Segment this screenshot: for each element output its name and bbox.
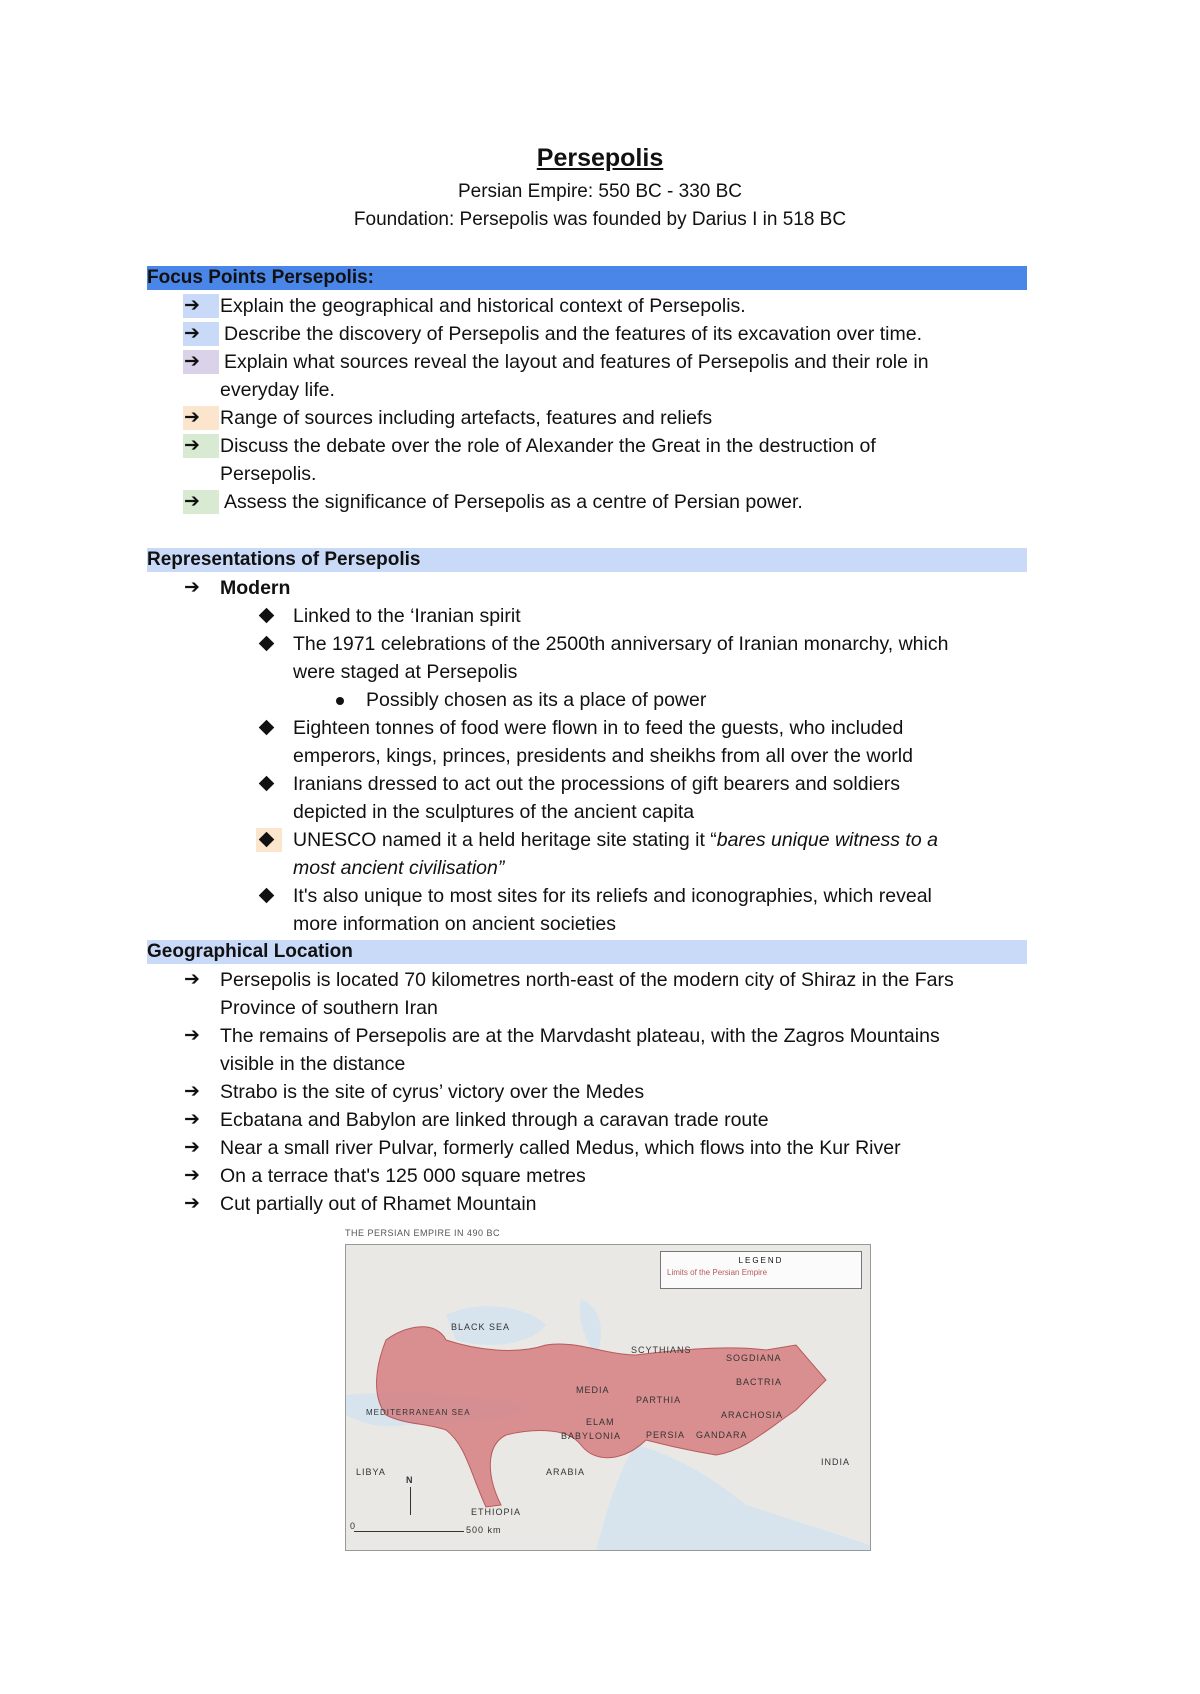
arrow-bullet-icon: ➔ [184,491,200,512]
arrow-bullet-icon: ➔ [184,1081,200,1102]
arrow-bullet-icon: ➔ [184,323,200,344]
representation-item-continued: emperors, kings, princes, presidents and sheikhs from all over the world [293,745,913,767]
focus-item: Describe the discovery of Persepolis and the features of its excavation over time. [224,323,923,345]
circle-bullet-icon [336,697,344,705]
arrow-bullet-icon: ➔ [184,351,200,372]
map-label: SOGDIANA [726,1353,782,1363]
focus-heading [147,266,1027,290]
page-title: Persepolis [536,144,664,172]
diamond-bullet-icon [259,608,275,624]
map-label: MEDIA [576,1385,610,1395]
representation-subitem: Possibly chosen as its a place of power [366,689,707,711]
representation-item-continued: were staged at Persepolis [293,661,518,683]
map-label: ELAM [586,1417,615,1427]
diamond-bullet-icon [259,888,275,904]
map-label: PARTHIA [636,1395,682,1405]
focus-item: Assess the significance of Persepolis as a centre of Persian power. [224,491,803,513]
persian-empire-map [345,1244,871,1551]
map-label: SCYTHIANS [631,1345,692,1355]
geography-item: The remains of Persepolis are at the Marvdasht plateau, with the Zagros Mountains [220,1025,940,1047]
map-label: GANDARA [696,1430,748,1440]
legend-item: Limits of the Persian Empire [667,1268,768,1277]
geography-item: On a terrace that's 125 000 square metres [220,1165,586,1187]
diamond-bullet-icon [259,720,275,736]
map-label: ETHIOPIA [471,1507,522,1517]
map-label: BLACK SEA [451,1322,511,1332]
arrow-bullet-icon: ➔ [184,435,200,456]
map-label: PERSIA [646,1430,686,1440]
modern-subheading: Modern [220,577,291,599]
arrow-bullet-icon: ➔ [184,1025,200,1046]
arrow-bullet-icon: ➔ [184,1137,200,1158]
geography-item-continued: visible in the distance [220,1053,406,1075]
representation-item: The 1971 celebrations of the 2500th anniversary of Iranian monarchy, which [293,633,949,655]
representation-item: Iranians dressed to act out the processions of gift bearers and soldiers [293,773,901,795]
focus-item: Explain the geographical and historical context of Persepolis. [220,295,746,317]
focus-item-continued: Persepolis. [220,463,317,485]
unesco-text: UNESCO named it a held heritage site stating it “ [293,829,717,851]
representations-heading-text: Representations of Persepolis [147,549,421,570]
map-graphic [346,1245,870,1550]
geography-item-continued: Province of southern Iran [220,997,438,1019]
arrow-bullet-icon: ➔ [184,295,200,316]
map-label: INDIA [821,1457,851,1467]
focus-item-continued: everyday life. [220,379,335,401]
foundation-line: Foundation: Persepolis was founded by Darius I in 518 BC [353,209,847,230]
representation-item: Eighteen tonnes of food were flown in to feed the guests, who included [293,717,904,739]
map-label: BABYLONIA [561,1431,622,1441]
legend-title: LEGEND [738,1256,784,1265]
arrow-bullet-icon: ➔ [184,1109,200,1130]
representations-heading [147,548,1027,572]
focus-item: Explain what sources reveal the layout and features of Persepolis and their role in [224,351,929,373]
empire-dates: Persian Empire: 550 BC - 330 BC [457,181,743,202]
north-arrow-icon [410,1487,411,1515]
geography-item: Ecbatana and Babylon are linked through a caravan trade route [220,1109,769,1131]
representation-item [293,828,938,852]
geography-heading [147,940,1027,964]
representation-item: It's also unique to most sites for its reliefs and iconographies, which reveal [293,885,932,907]
unesco-quote: bares unique witness to a [716,829,938,851]
map-label: ARACHOSIA [721,1410,784,1420]
geography-heading-text: Geographical Location [147,941,353,962]
geography-item: Cut partially out of Rhamet Mountain [220,1193,537,1215]
focus-item: Range of sources including artefacts, features and reliefs [220,407,713,429]
focus-heading-text: Focus Points Persepolis: [147,267,374,288]
geography-item: Strabo is the site of cyrus’ victory over the Medes [220,1081,645,1103]
arrow-bullet-icon: ➔ [184,1193,200,1214]
representation-item: Linked to the ‘Iranian spirit [293,605,521,627]
scale-end: 500 km [466,1525,502,1535]
arrow-bullet-icon: ➔ [184,969,200,990]
north-indicator: N [406,1475,414,1485]
representation-item-continued: more information on ancient societies [293,913,616,935]
geography-item: Persepolis is located 70 kilometres north-east of the modern city of Shiraz in the Fars [220,969,954,991]
unesco-quote-continued: most ancient civilisation” [293,857,505,879]
focus-item: Discuss the debate over the role of Alexander the Great in the destruction of [220,435,876,457]
map-legend [660,1251,862,1289]
arrow-bullet-icon: ➔ [184,407,200,428]
diamond-bullet-icon [259,776,275,792]
map-label: LIBYA [356,1467,386,1477]
representation-item-continued: depicted in the sculptures of the ancient capita [293,801,695,823]
diamond-bullet-icon [259,636,275,652]
map-label: ARABIA [546,1467,586,1477]
arrow-bullet-icon: ➔ [184,577,200,598]
map-label: MEDITERRANEAN SEA [366,1408,471,1417]
map-label: BACTRIA [736,1377,783,1387]
arrow-bullet-icon: ➔ [184,1165,200,1186]
scale-zero: 0 [350,1521,357,1531]
geography-item: Near a small river Pulvar, formerly called Medus, which flows into the Kur River [220,1137,901,1159]
map-caption: THE PERSIAN EMPIRE IN 490 BC [345,1228,501,1238]
scale-bar [354,1531,464,1532]
